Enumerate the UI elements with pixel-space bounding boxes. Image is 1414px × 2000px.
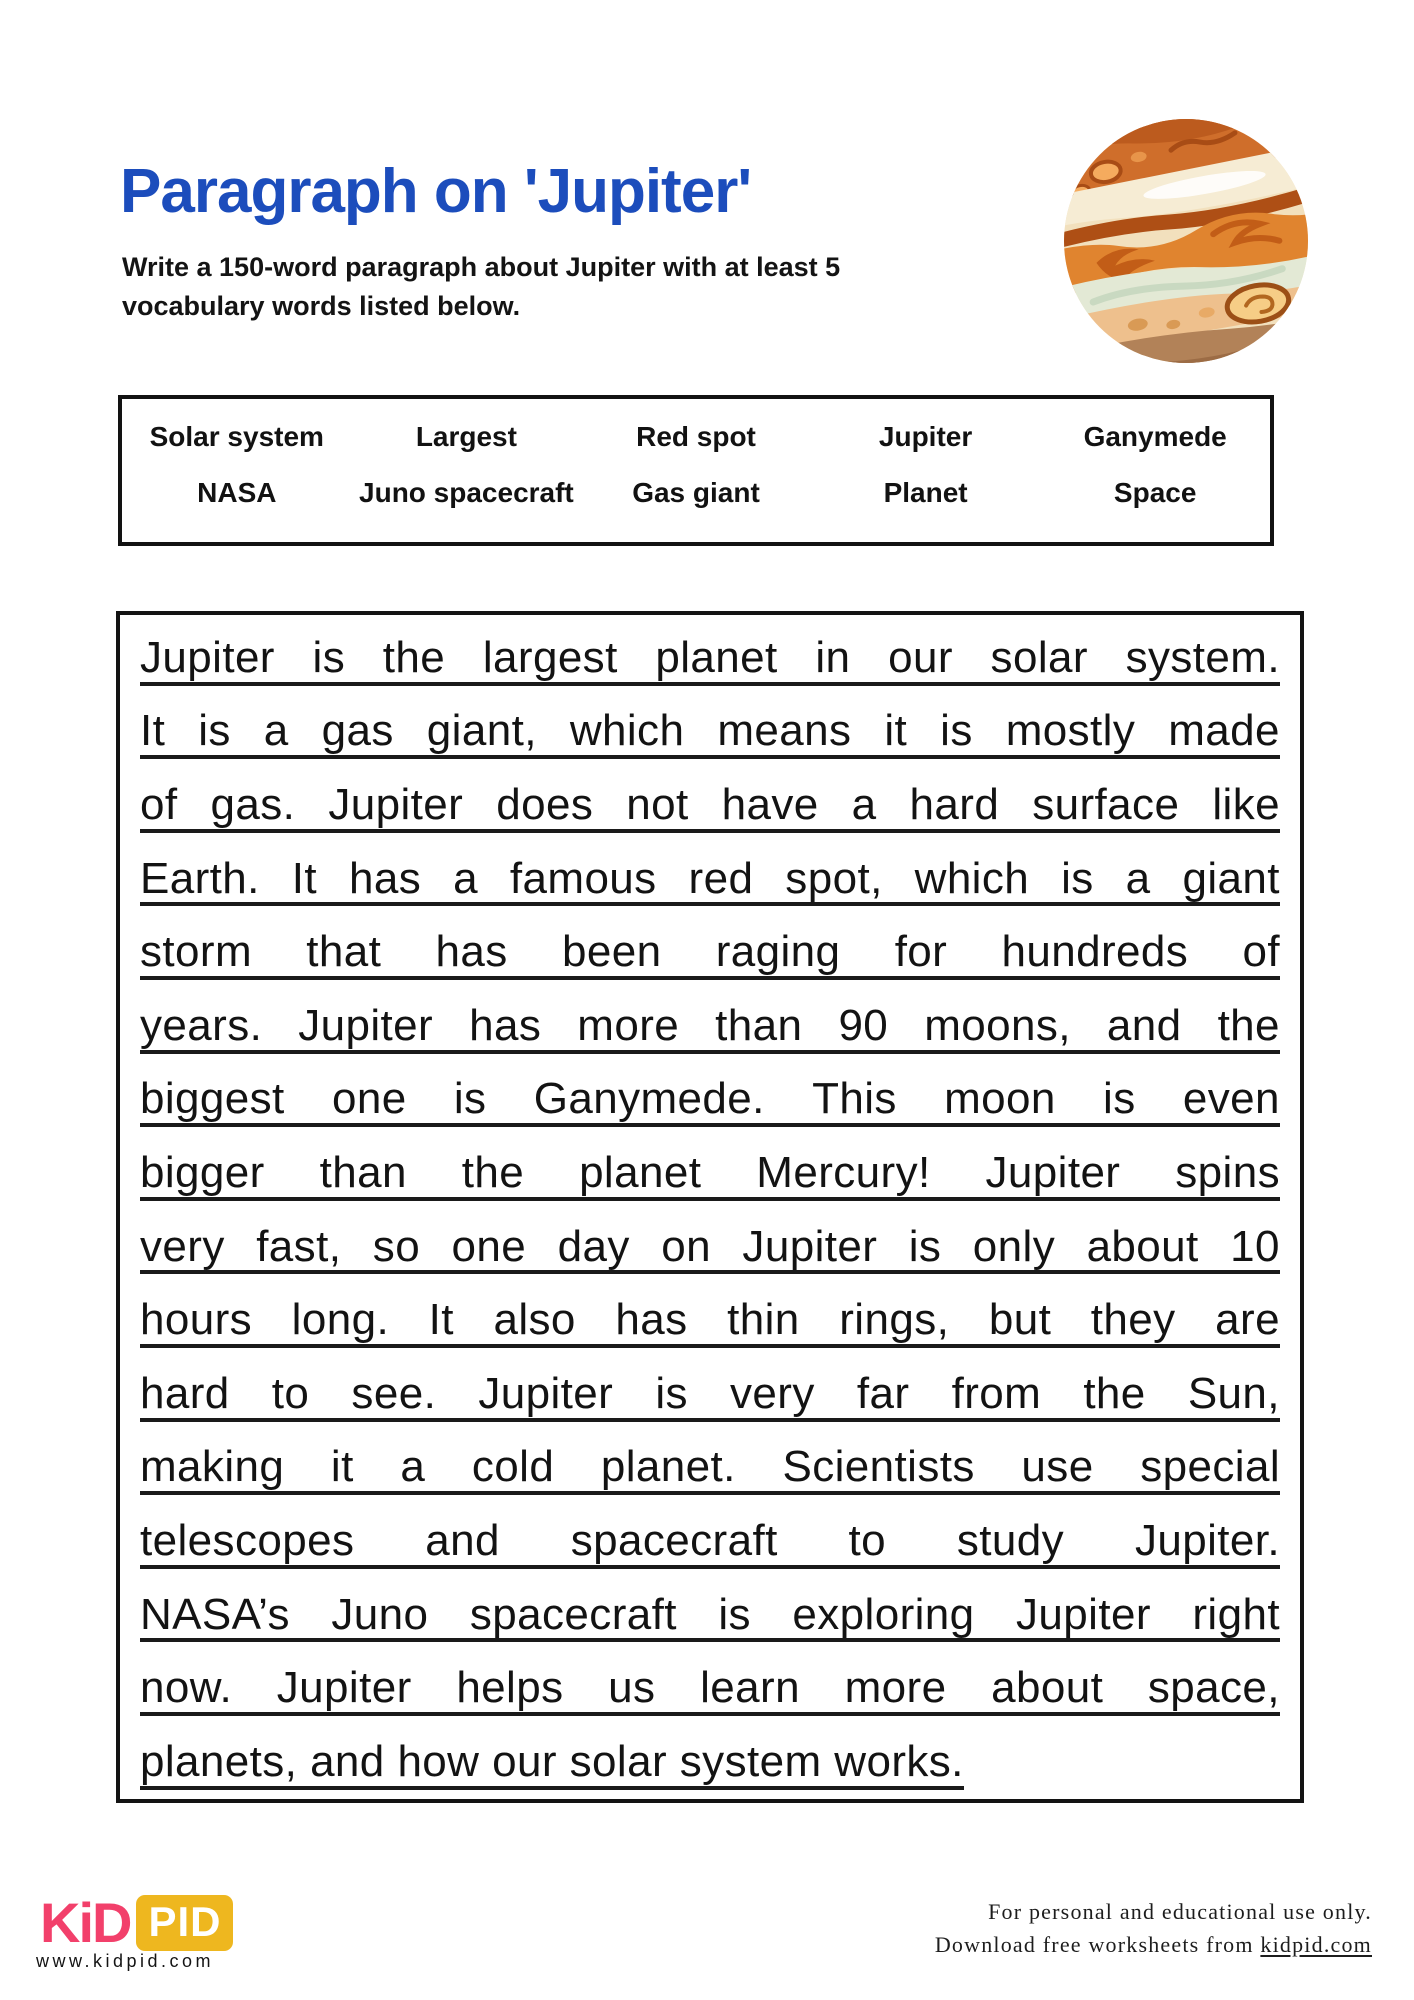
- paragraph-line: [140, 1725, 964, 1799]
- word: has: [469, 1000, 542, 1050]
- word: is: [198, 706, 231, 756]
- word: It: [291, 853, 317, 903]
- word: rings,: [839, 1295, 950, 1345]
- word: more: [577, 1000, 680, 1050]
- word: so: [372, 1221, 421, 1271]
- word: are: [1215, 1295, 1280, 1345]
- vocab-word: Space: [1113, 477, 1197, 508]
- word: Mercury!: [756, 1147, 931, 1197]
- word: the: [461, 1147, 525, 1197]
- word: they: [1090, 1295, 1176, 1345]
- vocabulary-box: [118, 395, 1274, 546]
- word: made: [1168, 706, 1280, 756]
- paragraph-line: [140, 1283, 1280, 1357]
- word: a: [400, 1442, 426, 1492]
- footer-note-line-2-text: Download free worksheets from: [934, 1932, 1261, 1957]
- word: works.: [834, 1736, 964, 1786]
- kidpid-logo: [40, 1890, 233, 1955]
- word: one: [331, 1074, 407, 1124]
- word: which: [569, 706, 685, 756]
- word: biggest: [140, 1074, 285, 1124]
- word: raging: [715, 927, 841, 977]
- logo-pid-text: PID: [148, 1897, 222, 1945]
- word: moon: [944, 1074, 1056, 1124]
- word: spot,: [785, 853, 883, 903]
- paragraph-line: [140, 768, 1280, 842]
- word: This: [812, 1074, 897, 1124]
- paragraph-line: [140, 621, 1280, 695]
- word: is: [1103, 1074, 1136, 1124]
- word: largest: [482, 632, 618, 682]
- word: 90: [838, 1000, 889, 1050]
- word: cold: [471, 1442, 555, 1492]
- word: a: [851, 779, 877, 829]
- word: It: [428, 1295, 454, 1345]
- word: special: [1140, 1442, 1280, 1492]
- word: hard: [140, 1368, 230, 1418]
- word: Ganymede.: [533, 1074, 765, 1124]
- word: planet: [579, 1147, 702, 1197]
- word: also: [493, 1295, 576, 1345]
- word: storm: [140, 927, 252, 977]
- footer-note-line-1: For personal and educational use only.: [988, 1899, 1372, 1924]
- word: not: [626, 779, 689, 829]
- word: helps: [456, 1663, 564, 1713]
- word: even: [1182, 1074, 1280, 1124]
- word: years.: [140, 1000, 263, 1050]
- word: hard: [909, 779, 1000, 829]
- word: moons,: [924, 1000, 1071, 1050]
- kidpid-link[interactable]: kidpid.com: [1260, 1932, 1372, 1957]
- vocab-word: NASA: [197, 477, 277, 508]
- word: about: [1086, 1221, 1199, 1271]
- word: the: [1217, 1000, 1280, 1050]
- paragraph-line: [140, 1357, 1280, 1431]
- word: see.: [351, 1368, 437, 1418]
- footer-note: [935, 1895, 1372, 1961]
- word: Jupiter: [478, 1368, 614, 1418]
- word: Jupiter: [742, 1221, 878, 1271]
- word: has: [435, 927, 508, 977]
- paragraph-line: [140, 695, 1280, 769]
- word: to: [848, 1515, 887, 1565]
- word: is: [1061, 853, 1094, 903]
- paragraph-line: [140, 989, 1280, 1063]
- word: and: [310, 1736, 385, 1786]
- word: Sun,: [1187, 1368, 1280, 1418]
- word: a: [1125, 853, 1151, 903]
- vocab-word: Juno spacecraft: [359, 477, 574, 508]
- word: study: [956, 1515, 1065, 1565]
- word: Jupiter.: [1134, 1515, 1280, 1565]
- word: Jupiter: [985, 1147, 1121, 1197]
- word: giant,: [426, 706, 537, 756]
- vocab-row: [122, 421, 1270, 453]
- word: is: [940, 706, 973, 756]
- word: fast,: [256, 1221, 342, 1271]
- word: Juno: [331, 1589, 429, 1639]
- word: planets,: [140, 1736, 298, 1786]
- word: than: [319, 1147, 407, 1197]
- word: it: [330, 1442, 354, 1492]
- word: spacecraft: [469, 1589, 677, 1639]
- paragraph-line: [140, 1063, 1280, 1137]
- word: spins: [1175, 1147, 1280, 1197]
- word: and: [1106, 1000, 1182, 1050]
- vocab-word: Largest: [415, 421, 517, 452]
- word: in: [815, 632, 851, 682]
- word: hours: [140, 1295, 253, 1345]
- vocab-word: Planet: [883, 477, 968, 508]
- paragraph-line: [140, 915, 1280, 989]
- instructions-line-1: Write a 150-word paragraph about Jupiter with at least 5: [122, 252, 841, 282]
- word: only: [972, 1221, 1056, 1271]
- paragraph-line: [140, 1210, 1280, 1284]
- word: more: [844, 1663, 947, 1713]
- word: a: [263, 706, 289, 756]
- word: like: [1212, 779, 1280, 829]
- word: has: [615, 1295, 688, 1345]
- word: famous: [509, 853, 657, 903]
- word: of: [140, 779, 178, 829]
- word: It: [140, 706, 166, 756]
- word: Earth.: [140, 853, 260, 903]
- logo-pid-badge: [136, 1895, 233, 1951]
- word: have: [721, 779, 819, 829]
- word: day: [557, 1221, 630, 1271]
- word: giant: [1182, 853, 1280, 903]
- paragraph-line: [140, 1578, 1280, 1652]
- vocab-word: Solar system: [149, 421, 324, 452]
- word: means: [717, 706, 852, 756]
- word: than: [715, 1000, 803, 1050]
- word: one: [451, 1221, 527, 1271]
- vocabulary-rows: [122, 421, 1270, 509]
- word: of: [1242, 927, 1280, 977]
- word: our: [888, 632, 953, 682]
- word: is: [718, 1589, 751, 1639]
- instructions-line-2: vocabulary words listed below.: [122, 291, 521, 321]
- word: Jupiter: [1016, 1589, 1151, 1639]
- word: from: [951, 1368, 1042, 1418]
- word: but: [988, 1295, 1052, 1345]
- word: bigger: [140, 1147, 265, 1197]
- word: Jupiter: [298, 1000, 434, 1050]
- word: is: [655, 1368, 688, 1418]
- word: that: [306, 927, 382, 977]
- paragraph-line: [140, 842, 1280, 916]
- word: solar: [569, 1736, 668, 1786]
- word: planet: [655, 632, 778, 682]
- word: which: [914, 853, 1030, 903]
- vocab-word: Jupiter: [878, 421, 973, 452]
- word: been: [561, 927, 662, 977]
- word: Jupiter: [140, 632, 275, 682]
- website-url: www.kidpid.com: [36, 1951, 215, 1971]
- word: about: [991, 1663, 1104, 1713]
- word: a: [453, 853, 478, 903]
- word: very: [140, 1221, 225, 1271]
- paragraph-line: [140, 1651, 1280, 1725]
- word: long.: [291, 1295, 390, 1345]
- word: gas: [321, 706, 394, 756]
- word: NASA’s: [140, 1589, 290, 1639]
- word: thin: [727, 1295, 800, 1345]
- word: to: [271, 1368, 310, 1418]
- word: for: [894, 927, 948, 977]
- page-title: Paragraph on 'Jupiter': [120, 157, 752, 226]
- vocab-row: [122, 477, 1270, 509]
- word: our: [492, 1736, 557, 1786]
- word: far: [856, 1368, 910, 1418]
- word: gas.: [210, 779, 296, 829]
- word: solar: [990, 632, 1088, 682]
- word: Jupiter: [328, 779, 464, 829]
- paragraph-box: [116, 611, 1304, 1803]
- vocab-word: Ganymede: [1083, 421, 1227, 452]
- word: red: [688, 853, 754, 903]
- word: 10: [1230, 1221, 1280, 1271]
- jupiter-illustration-icon: [1062, 117, 1310, 365]
- word: very: [730, 1368, 815, 1418]
- word: is: [908, 1221, 942, 1271]
- word: how: [397, 1736, 480, 1786]
- word: us: [608, 1663, 656, 1713]
- word: on: [661, 1221, 711, 1271]
- instructions: [122, 248, 840, 326]
- word: telescopes: [140, 1515, 355, 1565]
- word: the: [382, 632, 446, 682]
- word: Scientists: [782, 1442, 975, 1492]
- paragraph-line: [140, 1431, 1280, 1505]
- word: the: [1083, 1368, 1146, 1418]
- word: is: [453, 1074, 487, 1124]
- vocab-word: Gas giant: [632, 477, 760, 508]
- paragraph-lines: [140, 621, 1280, 1799]
- paragraph-line: [140, 1136, 1280, 1210]
- logo-kid-text: KiD: [40, 1891, 131, 1954]
- word: and: [425, 1515, 500, 1565]
- word: right: [1192, 1589, 1280, 1639]
- word: has: [348, 853, 422, 903]
- word: system: [679, 1736, 822, 1786]
- word: learn: [700, 1663, 800, 1713]
- word: exploring: [792, 1589, 975, 1639]
- word: it: [884, 706, 908, 756]
- footer-note-line-2: [935, 1928, 1372, 1961]
- word: Jupiter: [276, 1663, 412, 1713]
- word: planet.: [600, 1442, 736, 1492]
- word: making: [140, 1442, 285, 1492]
- word: use: [1021, 1442, 1094, 1492]
- word: system.: [1125, 632, 1280, 682]
- word: now.: [140, 1663, 233, 1713]
- word: does: [496, 779, 594, 829]
- word: is: [312, 632, 346, 682]
- jupiter-planet-svg: [1062, 117, 1310, 365]
- word: mostly: [1005, 706, 1136, 756]
- vocab-word: Red spot: [636, 421, 756, 452]
- word: spacecraft: [570, 1515, 778, 1565]
- word: space,: [1147, 1663, 1280, 1713]
- paragraph-line: [140, 1504, 1280, 1578]
- word: surface: [1032, 779, 1180, 829]
- word: hundreds: [1001, 927, 1189, 977]
